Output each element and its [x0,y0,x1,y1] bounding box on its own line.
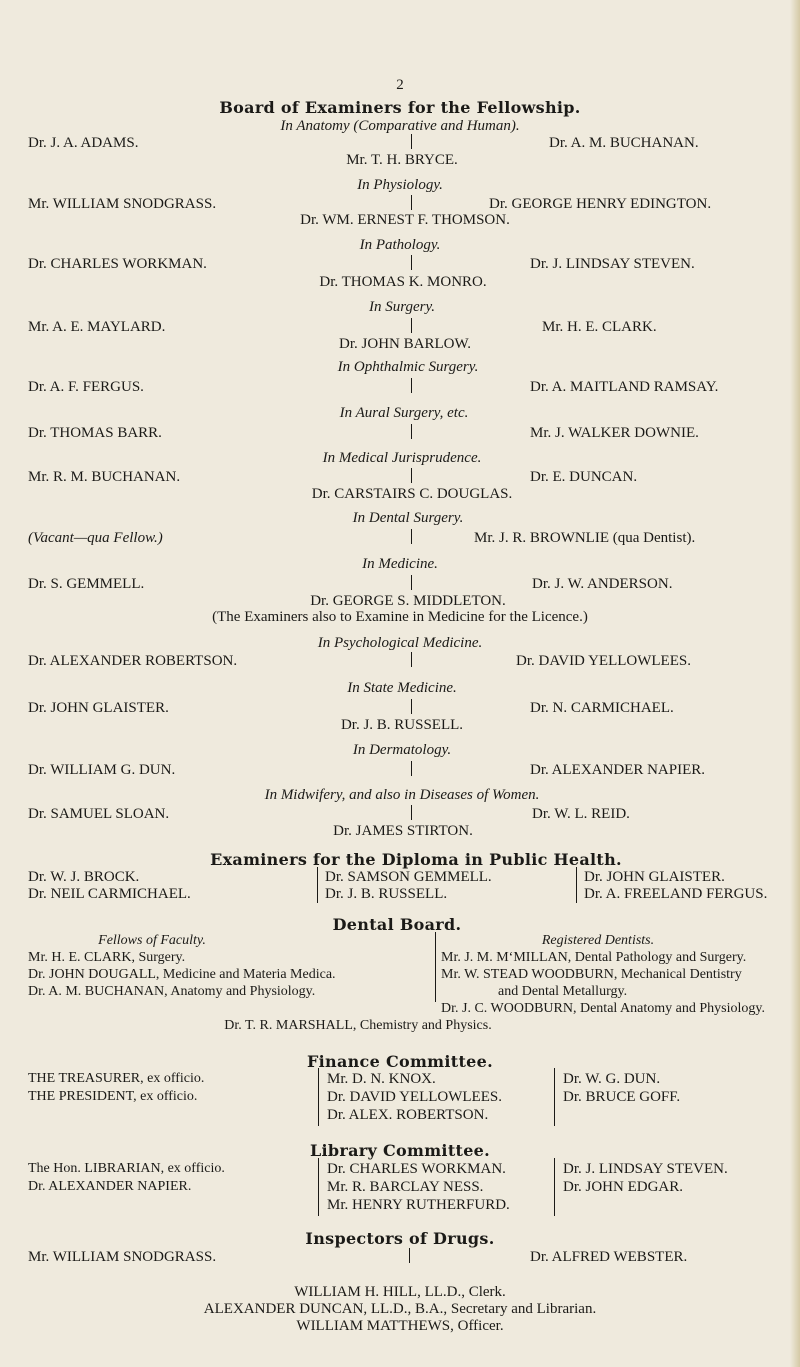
column-divider [411,761,412,776]
dermatology-left: Dr. WILLIAM G. DUN. [28,762,176,778]
surgery-center: Dr. JOHN BARLOW. [339,336,471,352]
pathology-right: Dr. J. LINDSAY STEVEN. [530,256,695,272]
aural-left: Dr. THOMAS BARR. [28,425,162,441]
officer-secretary: ALEXANDER DUNCAN, LL.D., B.A., Secretary and Librarian. [203,1301,597,1317]
column-divider [411,134,412,149]
column-divider [411,529,412,544]
column-divider [554,1068,555,1126]
midwifery-heading: In Midwifery, and also in Diseases of Women. [264,787,540,803]
dental-board-fellow: Dr. JOHN DOUGALL, Medicine and Materia Medica. [28,967,336,982]
finance-member: THE TREASURER, ex officio. [28,1071,205,1086]
dental-surgery-left: (Vacant—qua Fellow.) [28,530,163,546]
psychological-heading: In Psychological Medicine. [317,635,483,651]
drugs-inspector-left: Mr. WILLIAM SNODGRASS. [28,1249,217,1265]
state-left: Dr. JOHN GLAISTER. [28,700,169,716]
finance-member: THE PRESIDENT, ex officio. [28,1089,198,1104]
public-health-member: Dr. NEIL CARMICHAEL. [28,886,191,902]
midwifery-center: Dr. JAMES STIRTON. [333,823,473,839]
column-divider [554,1158,555,1216]
column-divider [411,652,412,667]
column-divider [411,318,412,333]
pathology-left: Dr. CHARLES WORKMAN. [28,256,207,272]
page-edge-shadow [790,0,800,1367]
state-right: Dr. N. CARMICHAEL. [530,700,674,716]
fellows-heading: Fellows of Faculty. [98,933,206,948]
public-health-title: Examiners for the Diploma in Public Health. [210,850,622,869]
finance-committee-title: Finance Committee. [306,1052,494,1071]
anatomy-heading: In Anatomy (Comparative and Human). [280,118,520,134]
library-member: Dr. J. LINDSAY STEVEN. [563,1161,728,1177]
finance-member: Dr. BRUCE GOFF. [563,1089,681,1105]
fellowship-board-title: Board of Examiners for the Fellowship. [219,98,581,117]
midwifery-right: Dr. W. L. REID. [532,806,630,822]
public-health-member: Dr. JOHN GLAISTER. [584,869,725,885]
jurisprudence-right: Dr. E. DUNCAN. [530,469,638,485]
dermatology-right: Dr. ALEXANDER NAPIER. [530,762,705,778]
anatomy-center: Mr. T. H. BRYCE. [346,152,458,168]
drugs-inspector-right: Dr. ALFRED WEBSTER. [530,1249,688,1265]
surgery-heading: In Surgery. [368,299,436,315]
medicine-right: Dr. J. W. ANDERSON. [532,576,673,592]
column-divider [318,1158,319,1216]
medicine-note: (The Examiners also to Examine in Medicine for the Licence.) [212,609,588,625]
finance-member: Mr. D. N. KNOX. [327,1071,436,1087]
jurisprudence-center: Dr. CARSTAIRS C. DOUGLAS. [311,486,513,502]
medicine-center: Dr. GEORGE S. MIDDLETON. [310,593,506,609]
anatomy-left: Dr. J. A. ADAMS. [28,135,139,151]
dentists-heading: Registered Dentists. [541,933,655,948]
library-member: Mr. HENRY RUTHERFURD. [327,1197,510,1213]
dental-board-fellow: Dr. A. M. BUCHANAN, Anatomy and Physiology. [28,984,316,999]
column-divider [411,805,412,820]
surgery-left: Mr. A. E. MAYLARD. [28,319,166,335]
physiology-left: Mr. WILLIAM SNODGRASS. [28,196,217,212]
dermatology-heading: In Dermatology. [352,742,452,758]
psychological-right: Dr. DAVID YELLOWLEES. [516,653,691,669]
dental-board-fellow: Mr. H. E. CLARK, Surgery. [28,950,186,965]
aural-heading: In Aural Surgery, etc. [339,405,469,421]
column-divider [411,424,412,439]
midwifery-left: Dr. SAMUEL SLOAN. [28,806,170,822]
officer-officer: WILLIAM MATTHEWS, Officer. [296,1318,504,1334]
pathology-center: Dr. THOMAS K. MONRO. [319,274,487,290]
state-center: Dr. J. B. RUSSELL. [340,717,464,733]
medicine-heading: In Medicine. [362,556,438,572]
library-member: Dr. CHARLES WORKMAN. [327,1161,506,1177]
public-health-member: Dr. J. B. RUSSELL. [325,886,448,902]
dental-board-title: Dental Board. [332,915,462,934]
page-number: 2 [396,77,404,93]
library-member: Dr. ALEXANDER NAPIER. [28,1179,192,1194]
library-member: The Hon. LIBRARIAN, ex officio. [28,1161,225,1176]
library-member: Dr. JOHN EDGAR. [563,1179,683,1195]
surgery-right: Mr. H. E. CLARK. [542,319,657,335]
physiology-center: Dr. WM. ERNEST F. THOMSON. [300,212,510,228]
column-divider [576,867,577,903]
dental-board-dentist: Mr. J. M. M‘MILLAN, Dental Pathology and Surgery. [441,950,747,965]
medicine-left: Dr. S. GEMMELL. [28,576,145,592]
public-health-member: Dr. SAMSON GEMMELL. [325,869,492,885]
dental-board-footer: Dr. T. R. MARSHALL, Chemistry and Physics. [224,1018,492,1033]
physiology-right: Dr. GEORGE HENRY EDINGTON. [489,196,712,212]
finance-member: Dr. W. G. DUN. [563,1071,661,1087]
column-divider [409,1248,410,1263]
jurisprudence-heading: In Medical Jurisprudence. [322,450,482,466]
jurisprudence-left: Mr. R. M. BUCHANAN. [28,469,181,485]
dental-surgery-right: Mr. J. R. BROWNLIE (qua Dentist). [474,530,696,546]
finance-member: Dr. DAVID YELLOWLEES. [327,1089,502,1105]
column-divider [411,575,412,590]
anatomy-right: Dr. A. M. BUCHANAN. [549,135,699,151]
ophthalmic-heading: In Ophthalmic Surgery. [337,359,479,375]
column-divider [318,1068,319,1126]
drugs-inspectors-title: Inspectors of Drugs. [305,1229,495,1248]
dental-board-dentist: Mr. W. STEAD WOODBURN, Mechanical Dentistry [441,967,742,982]
column-divider [411,255,412,270]
dental-board-dentist: Dr. J. C. WOODBURN, Dental Anatomy and Physiology. [441,1001,765,1016]
public-health-member: Dr. A. FREELAND FERGUS. [584,886,768,902]
aural-right: Mr. J. WALKER DOWNIE. [530,425,699,441]
state-heading: In State Medicine. [347,680,457,696]
pathology-heading: In Pathology. [359,237,441,253]
ophthalmic-left: Dr. A. F. FERGUS. [28,379,144,395]
public-health-member: Dr. W. J. BROCK. [28,869,140,885]
dental-surgery-heading: In Dental Surgery. [352,510,464,526]
physiology-heading: In Physiology. [357,177,443,193]
psychological-left: Dr. ALEXANDER ROBERTSON. [28,653,238,669]
column-divider [317,867,318,903]
column-divider [411,378,412,393]
officer-clerk: WILLIAM H. HILL, LL.D., Clerk. [294,1284,506,1300]
column-divider [435,932,436,1002]
column-divider [411,699,412,714]
library-committee-title: Library Committee. [309,1141,491,1160]
column-divider [411,195,412,210]
dental-board-dentist: and Dental Metallurgy. [498,984,628,999]
library-member: Mr. R. BARCLAY NESS. [327,1179,484,1195]
finance-member: Dr. ALEX. ROBERTSON. [327,1107,489,1123]
ophthalmic-right: Dr. A. MAITLAND RAMSAY. [530,379,719,395]
column-divider [411,468,412,483]
